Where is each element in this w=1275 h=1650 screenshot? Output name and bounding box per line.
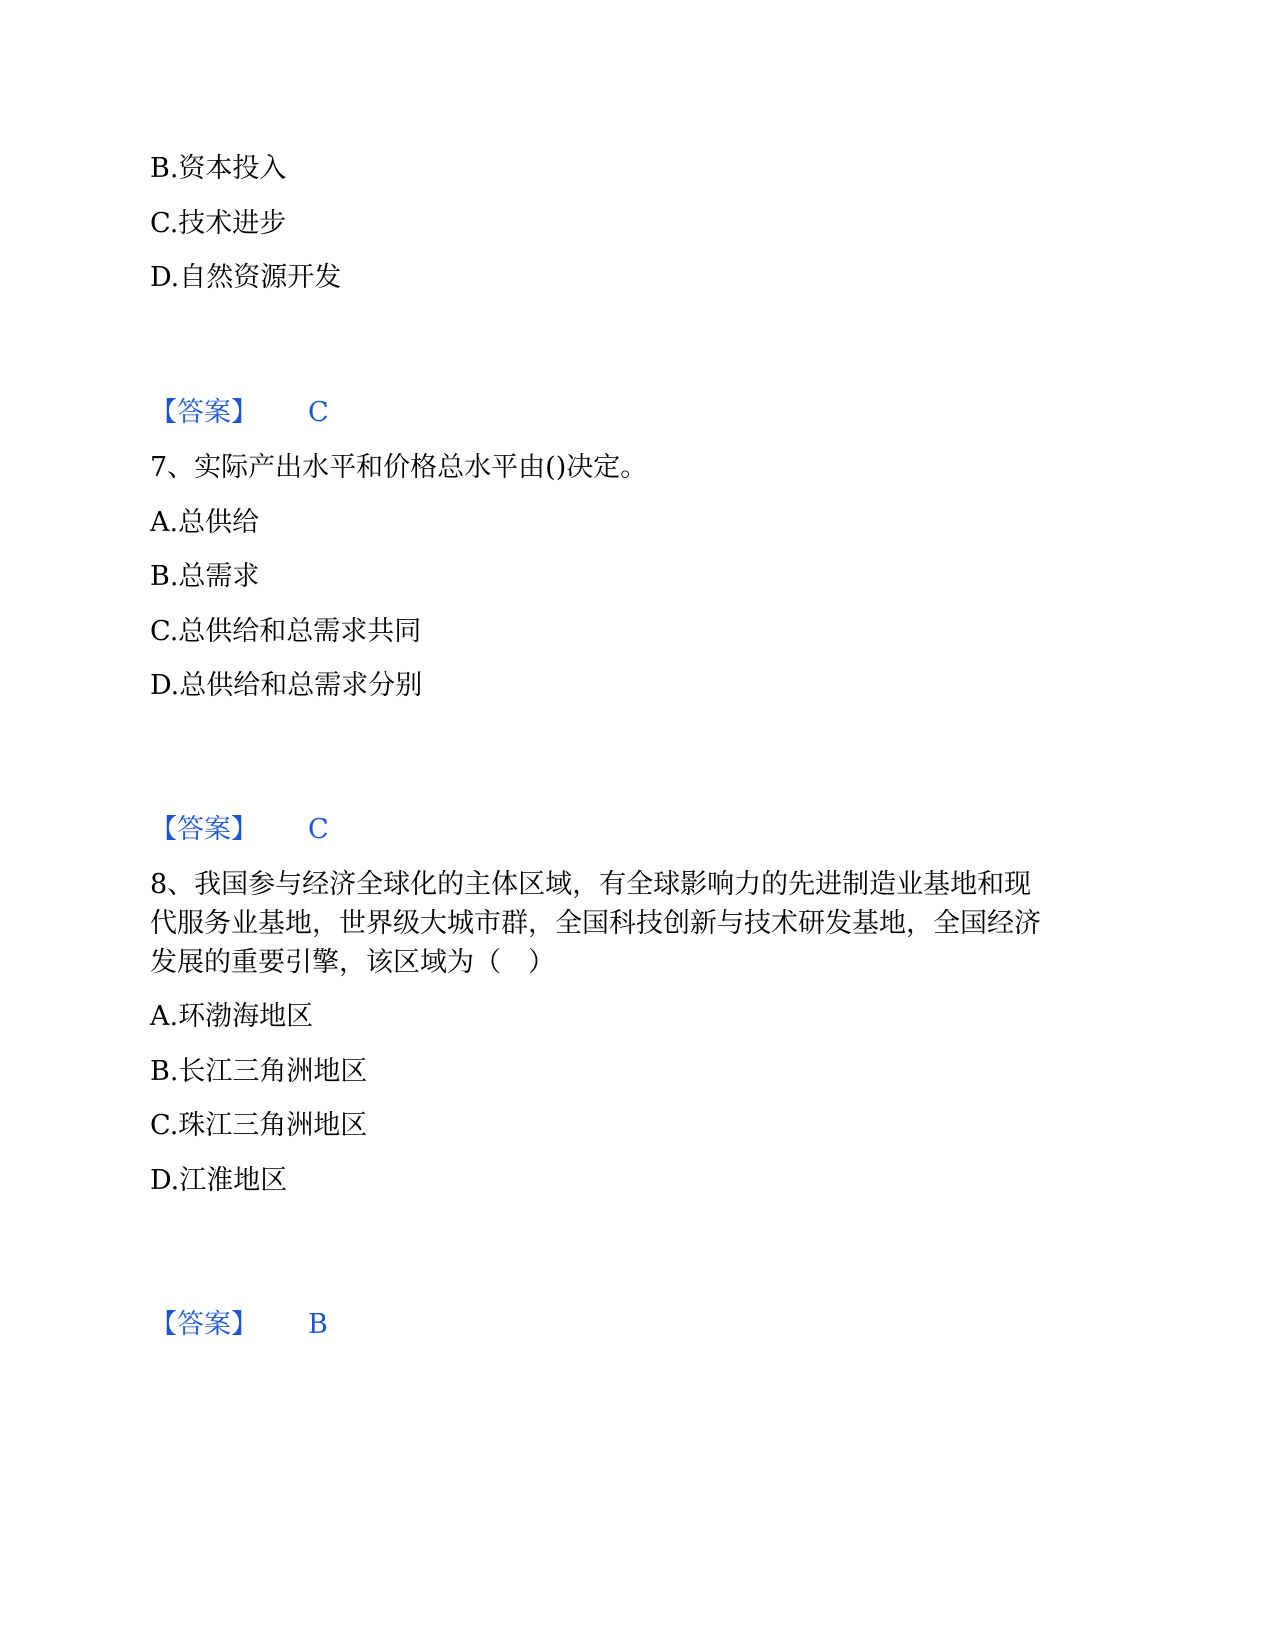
q8-answer	[150, 1309, 328, 1341]
q6-answer	[150, 397, 329, 429]
q8-stem-line-3: 发展的重要引擎，该区域为（ ）	[150, 947, 555, 978]
q7-answer	[150, 814, 329, 846]
q8-stem-line-2: 代服务业基地，世界级大城市群，全国科技创新与技术研发基地，全国经济	[150, 908, 1041, 939]
answer-label: 【答案】	[150, 814, 258, 845]
answer-value: B	[308, 1309, 328, 1340]
q7-option-a: A.总供给	[150, 507, 260, 538]
q6-option-c: C.技术进步	[150, 208, 287, 239]
q7-option-b: B.总需求	[150, 561, 260, 592]
q7-option-c: C.总供给和总需求共同	[150, 616, 422, 647]
answer-value: C	[308, 814, 329, 845]
q8-option-b: B.长江三角洲地区	[150, 1056, 368, 1087]
q7-stem: 7、实际产出水平和价格总水平由()决定。	[150, 452, 648, 483]
q8-option-d: D.江淮地区	[150, 1165, 288, 1196]
q8-stem-line-1: 8、我国参与经济全球化的主体区域，有全球影响力的先进制造业基地和现	[150, 869, 1032, 900]
answer-label: 【答案】	[150, 1309, 258, 1340]
q8-option-a: A.环渤海地区	[150, 1001, 314, 1032]
answer-label: 【答案】	[150, 397, 258, 428]
q6-option-b: B.资本投入	[150, 153, 287, 184]
q8-option-c: C.珠江三角洲地区	[150, 1110, 368, 1141]
q7-option-d: D.总供给和总需求分别	[150, 670, 423, 701]
answer-value: C	[308, 397, 329, 428]
q6-option-d: D.自然资源开发	[150, 262, 342, 293]
